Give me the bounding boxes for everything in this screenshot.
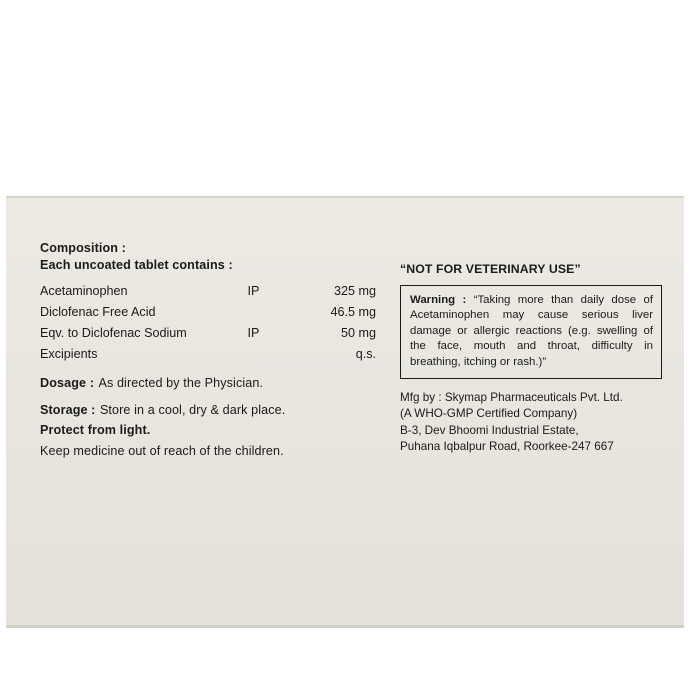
dosage-value: As directed by the Physician. [98,376,264,390]
composition-subheading: Each uncoated tablet contains : [40,258,233,272]
ingredients-table [40,281,400,365]
warning-text: “Taking more than daily dose of Acetaminophen may cause serious liver damage or allergic reactions (e.g. swelling of the face, mouth and throat, difficulty in breathing, itching or rash.)” [410,294,653,368]
warning-column [400,240,662,456]
warning-label: Warning : [410,294,474,306]
ingredient-standard [248,344,292,365]
ingredient-quantity: 325 mg [333,284,376,298]
warning-box [400,285,662,379]
ingredient-name: Excipients [40,347,98,361]
manufacturer-block [400,390,662,456]
ingredient-quantity: 46.5 mg [330,305,376,319]
manufacturer-line-1: Mfg by : Skymap Pharmaceuticals Pvt. Ltd. [400,391,623,405]
table-row [40,323,400,344]
storage-value: Store in a cool, dry & dark place. [99,403,286,417]
storage-label: Storage : [40,403,96,417]
dosage-line [40,374,400,392]
ingredient-quantity: q.s. [355,347,376,361]
ingredient-name: Diclofenac Free Acid [40,305,156,319]
composition-heading: Composition : [40,241,126,255]
carton-panel [6,196,684,628]
manufacturer-line-4: Puhana Iqbalpur Road, Roorkee-247 667 [400,440,614,454]
manufacturer-line-3: B-3, Dev Bhoomi Industrial Estate, [400,423,579,437]
table-row [40,344,400,365]
composition-column [40,240,400,460]
ingredient-standard: IP [247,326,260,340]
table-row [40,302,400,323]
ingredient-standard: IP [247,284,260,298]
ingredient-name: Acetaminophen [40,284,128,298]
table-row [40,281,400,302]
warning-paragraph [410,293,653,370]
manufacturer-line-2: (A WHO-GMP Certified Company) [400,407,578,421]
ingredient-name: Eqv. to Diclofenac Sodium [40,326,187,340]
ingredient-standard [248,302,292,323]
ingredient-quantity: 50 mg [340,326,376,340]
protect-from-light-text: Protect from light. [40,423,151,437]
veterinary-note: “NOT FOR VETERINARY USE” [400,262,581,276]
storage-line [40,401,400,419]
dosage-label: Dosage : [40,376,94,390]
keep-out-of-reach-text: Keep medicine out of reach of the children. [40,444,284,458]
